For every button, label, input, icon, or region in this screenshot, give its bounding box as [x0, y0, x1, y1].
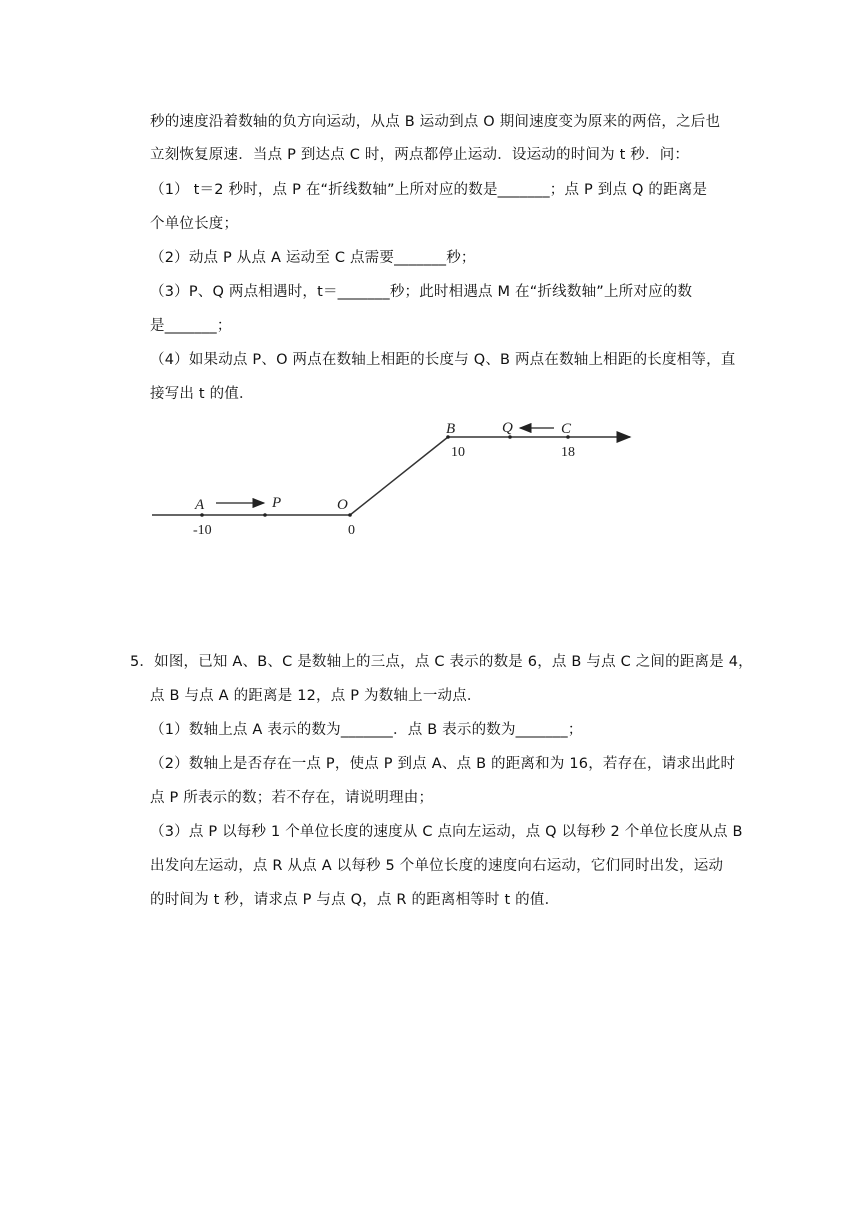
p4-line-3: （1） t＝2 秒时，点 P 在“折线数轴”上所对应的数是_______；点 P 到点 Q 的距离是 — [150, 182, 708, 198]
p5-line-7: 出发向左运动，点 R 从点 A 以每秒 5 个单位长度的速度向右运动，它们同时出发，运动 — [150, 858, 724, 874]
tick-label-b: 10 — [451, 445, 465, 460]
p4-line-6: （3）P、Q 两点相遇时，t＝_______秒；此时相遇点 M 在“折线数轴”上所对应的数 — [150, 284, 693, 300]
p5-line-5: 点 P 所表示的数；若不存在，请说明理由； — [150, 790, 434, 806]
label-q: Q — [502, 420, 513, 436]
p4-line-8: （4）如果动点 P、O 两点在数轴上相距的长度与 Q、B 两点在数轴上相距的长度相等，直 — [150, 352, 736, 368]
tick-label-a: -10 — [193, 523, 212, 538]
p4-line-7: 是_______； — [150, 318, 232, 334]
tick-label-o: 0 — [348, 523, 355, 538]
slanted-axis-segment — [350, 437, 448, 515]
point-a-dot — [200, 513, 204, 517]
label-o: O — [337, 497, 348, 513]
label-b: B — [446, 421, 456, 437]
p5-line-1: 5．如图，已知 A、B、C 是数轴上的三点，点 C 表示的数是 6，点 B 与点 C 之间的距离是 4， — [130, 654, 753, 670]
point-o-dot — [348, 513, 352, 517]
p5-line-8: 的时间为 t 秒，请求点 P 与点 Q，点 R 的距离相等时 t 的值． — [150, 892, 560, 908]
point-p-dot — [263, 513, 267, 517]
p5-line-2: 点 B 与点 A 的距离是 12，点 P 为数轴上一动点． — [150, 688, 482, 704]
p5-line-4: （2）数轴上是否存在一点 P，使点 P 到点 A、点 B 的距离和为 16，若存在，请求出此时 — [150, 756, 736, 772]
tick-label-c: 18 — [561, 445, 575, 460]
p5-line-3: （1）数轴上点 A 表示的数为_______．点 B 表示的数为_______； — [150, 722, 583, 738]
p4-line-1: 秒的速度沿着数轴的负方向运动，从点 B 运动到点 O 期间速度变为原来的两倍，之后也 — [150, 114, 721, 130]
p4-line-2: 立刻恢复原速．当点 P 到达点 C 时，两点都停止运动．设运动的时间为 t 秒．问： — [150, 147, 690, 163]
p4-line-9: 接写出 t 的值． — [150, 386, 254, 402]
p5-line-6: （3）点 P 以每秒 1 个单位长度的速度从 C 点向左运动，点 Q 以每秒 2 个单位长度从点 B — [150, 824, 743, 840]
p4-line-4: 个单位长度； — [150, 216, 239, 232]
label-a: A — [195, 497, 205, 513]
p4-line-5: （2）动点 P 从点 A 运动至 C 点需要_______秒； — [150, 250, 476, 266]
label-c: C — [561, 421, 572, 437]
folded-number-line-figure — [140, 410, 650, 545]
label-p: P — [272, 495, 282, 511]
